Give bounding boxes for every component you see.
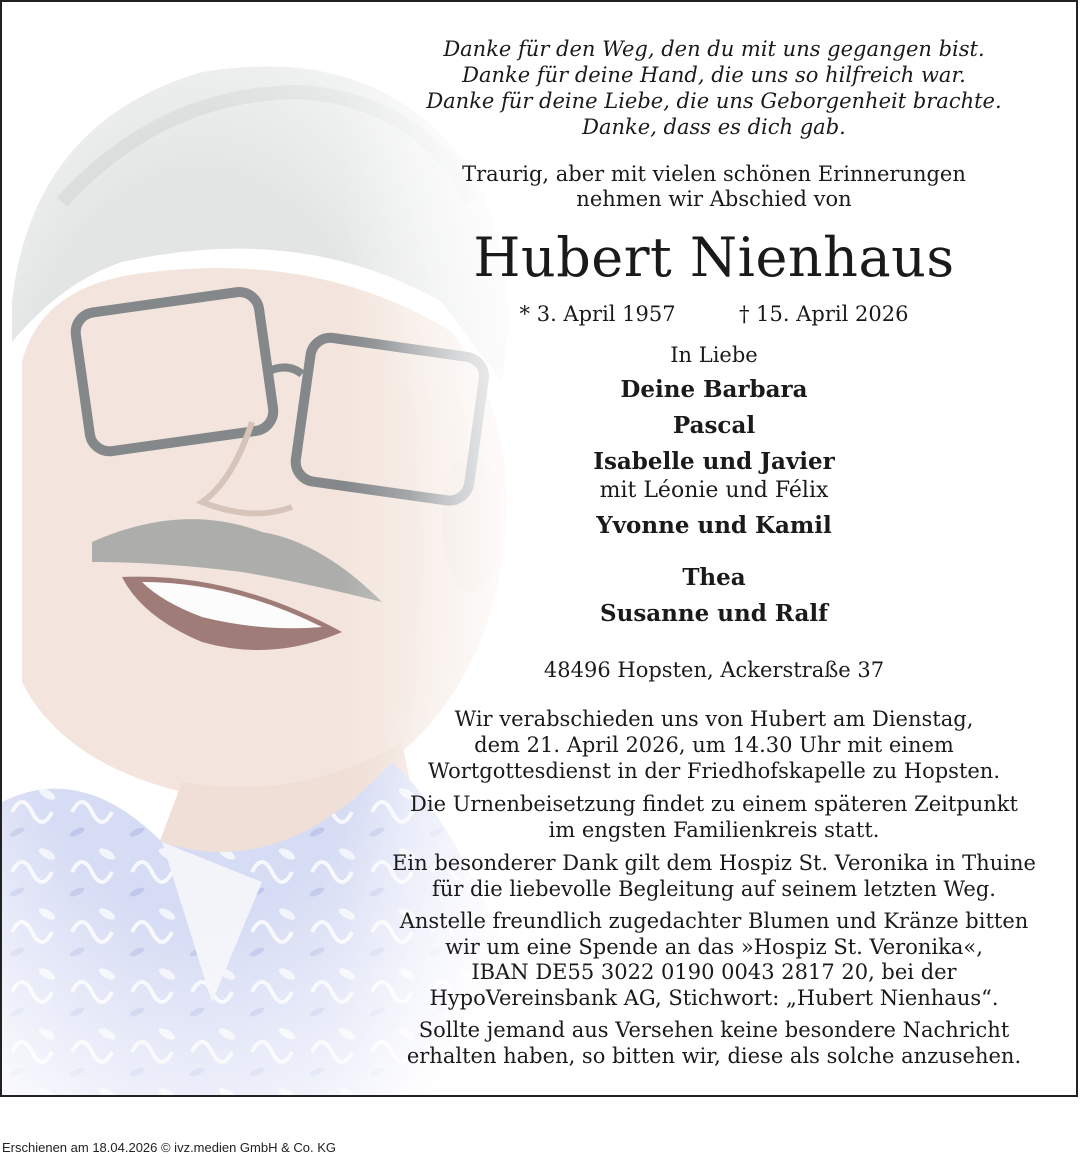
mourner-isabelle: Isabelle und Javier [593, 448, 835, 475]
body-line: wir um eine Spende an das »Hospiz St. Veronika«, [445, 935, 983, 959]
body-line: für die liebevolle Begleitung auf seinem letzten Weg. [432, 877, 996, 901]
body-line: Wir verabschieden uns von Hubert am Dienstag, [454, 707, 974, 731]
body-line: im engsten Familienkreis statt. [548, 818, 880, 842]
mourner-thea: Thea [682, 564, 746, 591]
mourner-susanne: Susanne und Ralf [600, 600, 828, 627]
publication-footer: Erschienen am 18.04.2026 © ivz.medien GmbH & Co. KG [2, 1140, 337, 1155]
poem-line: Danke für den Weg, den du mit uns gegangen bist. [443, 37, 985, 61]
death-date: † 15. April 2026 [739, 302, 909, 326]
body-line: erhalten haben, so bitten wir, diese als solche anzusehen. [406, 1044, 1022, 1068]
body-line: dem 21. April 2026, um 14.30 Uhr mit einem [474, 733, 954, 757]
body-line: IBAN DE55 3022 0190 0043 2817 20, bei der [471, 960, 957, 984]
mourner-yvonne: Yvonne und Kamil [596, 512, 832, 539]
deceased-name: Hubert Nienhaus [473, 226, 955, 289]
body-line: HypoVereinsbank AG, Stichwort: „Hubert Nienhaus“. [429, 986, 999, 1010]
life-dates [374, 301, 1054, 327]
body-line: Anstelle freundlich zugedachter Blumen und Kränze bitten [399, 909, 1029, 933]
address: 48496 Hopsten, Ackerstraße 37 [543, 658, 885, 682]
obituary-text [374, 2, 1054, 1097]
intro-line: Traurig, aber mit vielen schönen Erinnerungen [462, 162, 966, 186]
poem-line: Danke für deine Liebe, die uns Geborgenheit brachte. [426, 89, 1002, 113]
in-love: In Liebe [670, 343, 758, 367]
body-line: Sollte jemand aus Versehen keine besondere Nachricht [418, 1018, 1010, 1042]
intro-line: nehmen wir Abschied von [576, 187, 852, 211]
body-line: Wortgottesdienst in der Friedhofskapelle zu Hopsten. [427, 759, 1001, 783]
birth-date: * 3. April 1957 [519, 302, 676, 326]
body-line: Die Urnenbeisetzung findet zu einem späteren Zeitpunkt [410, 792, 1018, 816]
poem-line: Danke, dass es dich gab. [582, 115, 846, 139]
mourner-barbara: Deine Barbara [620, 376, 808, 403]
mourner-children: mit Léonie und Félix [599, 478, 829, 503]
mourner-pascal: Pascal [672, 412, 756, 439]
poem-line: Danke für deine Hand, die uns so hilfreich war. [462, 63, 966, 87]
body-line: Ein besonderer Dank gilt dem Hospiz St. Veronika in Thuine [392, 851, 1036, 875]
